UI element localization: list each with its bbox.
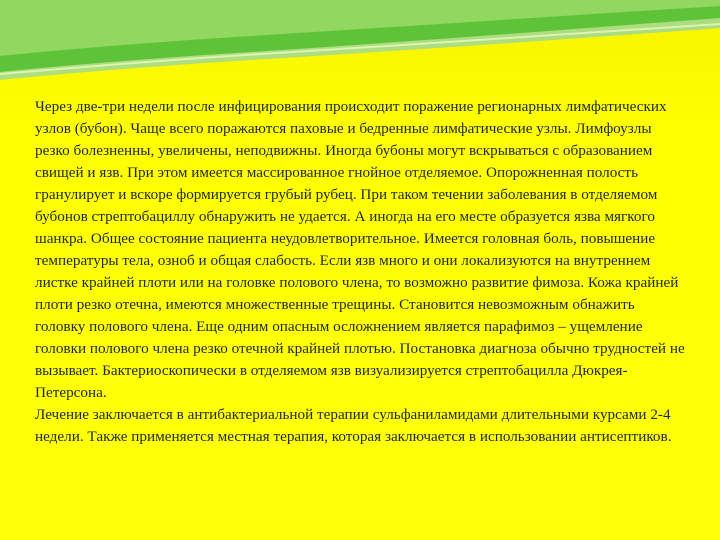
paragraph-2: Лечение заключается в антибактериальной терапии сульфаниламидами длительными курсами 2-4 недели. Также применяется местная терапия, которая заключается в использовании антисептиков.	[35, 406, 672, 445]
body-text	[35, 96, 685, 448]
decorative-swoosh	[0, 0, 720, 110]
paragraph-1: Через две-три недели после инфицирования происходит поражение регионарных лимфатических узлов (бубон). Чаще всего поражаются паховые и бедренные лимфатические узлы. Лимфоузлы резко болезненны, увеличены, неподвижны. Иногда бубоны могут вскрываться с образованием свищей и язв. При этом имеется массированное гнойное отделяемое. Опорожненная полость гранулирует и вскоре формируется грубый рубец. При таком течении заболевания в отделяемом бубонов стрептобациллу обнаружить не удается. А иногда на его месте образуется язва мягкого шанкра. Общее состояние пациента неудовлетворительное. Имеется головная боль, повышение температуры тела, озноб и общая слабость. Если язв много и они локализуются на внутреннем листке крайней плоти или на головке полового члена, то возможно развитие фимоза. Кожа крайней плоти резко отечна, имеются множественные трещины. Становится невозможным обнажить головку полового члена. Еще одним опасным осложнением является парафимоз – ущемление головки полового члена резко отечной крайней плотью. Постановка диагноза обычно трудностей не вызывает. Бактериоскопически в отделяемом язв визуализируется стрептобацилла Дюкрея-Петерсона.	[35, 98, 685, 401]
